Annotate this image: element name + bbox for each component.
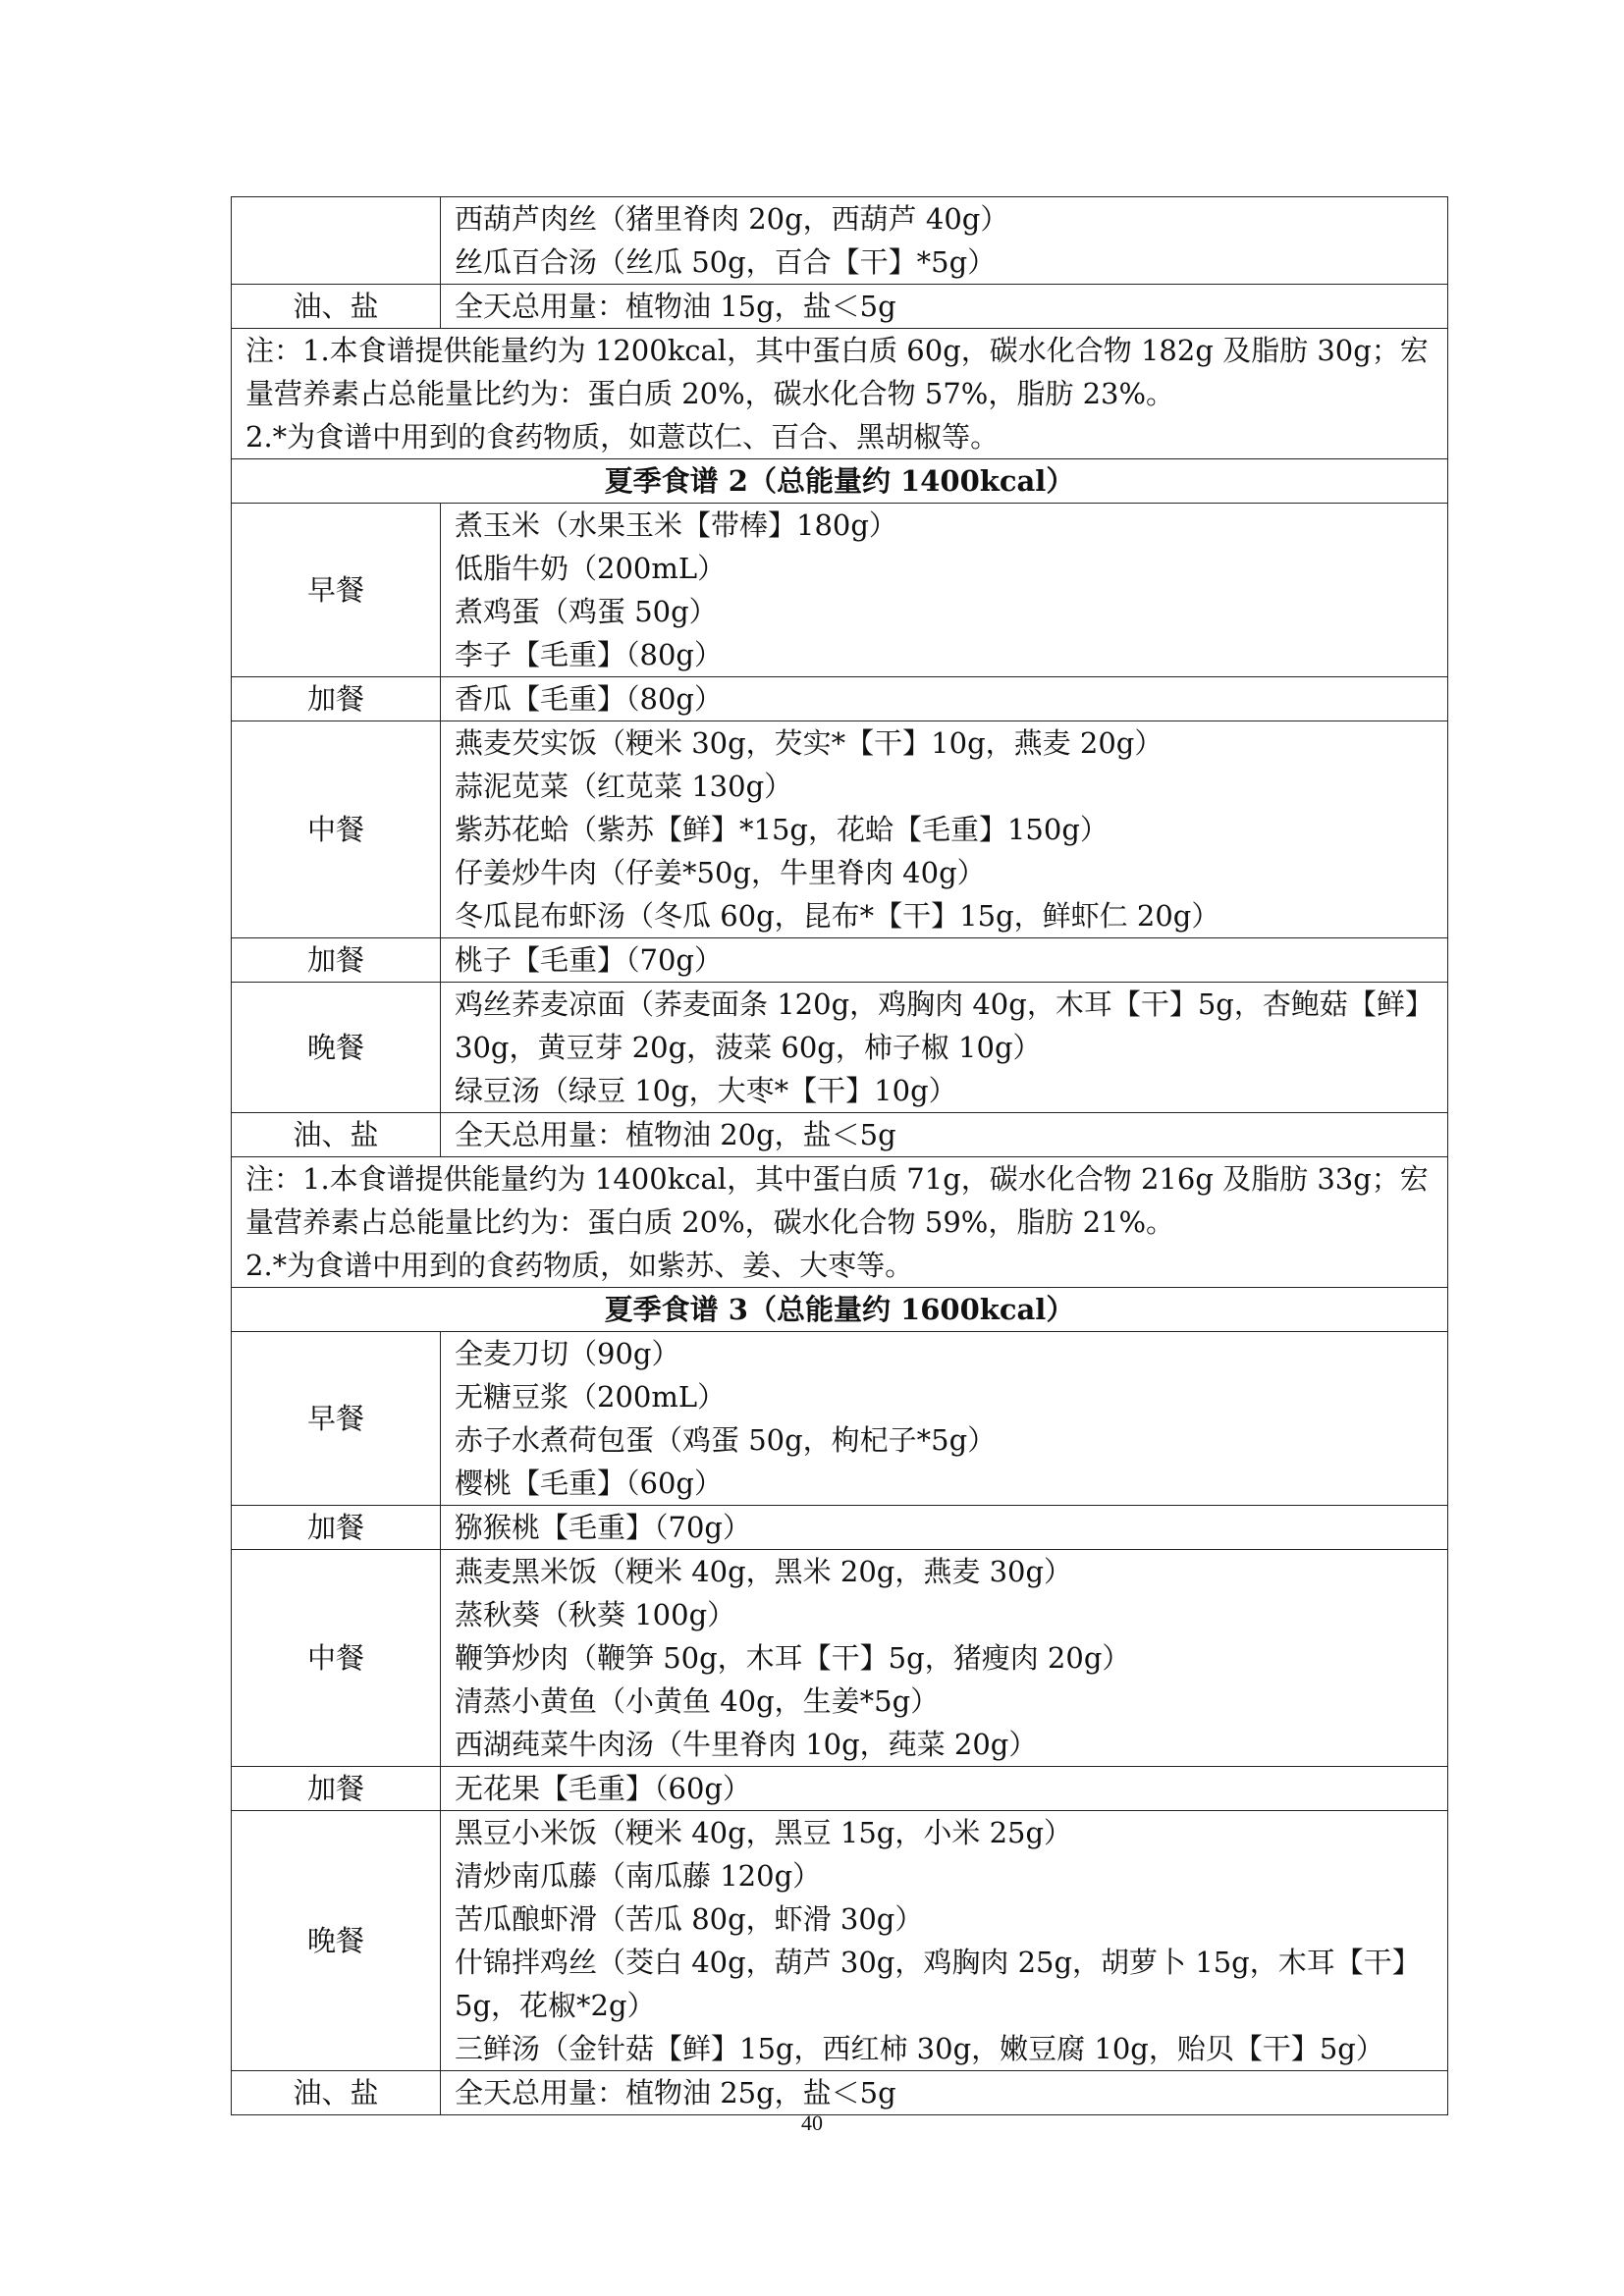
menu-item: 煮鸡蛋（鸡蛋 50g）: [455, 595, 718, 628]
menu-row-meal: [232, 1506, 1448, 1550]
menu-item: 鞭笋炒肉（鞭笋 50g，木耳【干】5g，猪瘦肉 20g）: [455, 1641, 1131, 1675]
menu-item: 苦瓜酿虾滑（苦瓜 80g，虾滑 30g）: [455, 1902, 924, 1936]
menu-row-meal: [232, 504, 1448, 677]
meal-label: 油、盐: [232, 285, 441, 329]
nutrition-note: [232, 1157, 1448, 1288]
page-number: 40: [801, 2110, 823, 2135]
meal-items: [441, 677, 1448, 721]
menu-row-meal: [232, 1811, 1448, 2071]
meal-label: 晚餐: [232, 1811, 441, 2071]
meal-items: [441, 197, 1448, 285]
meal-label: 油、盐: [232, 2071, 441, 2115]
meal-items: [441, 938, 1448, 983]
meal-items: [441, 1332, 1448, 1506]
menu-row-meal: [232, 721, 1448, 938]
menu-item: 香瓜【毛重】（80g）: [455, 682, 723, 716]
menu-item: 低脂牛奶（200mL）: [455, 552, 727, 585]
menu-item: 三鲜汤（金针菇【鲜】15g，西红柿 30g，嫩豆腐 10g，贻贝【干】5g）: [455, 2032, 1384, 2065]
menu-item: 全天总用量：植物油 25g，盐＜5g: [455, 2076, 896, 2109]
nutrition-note: [232, 329, 1448, 459]
note-line: 注：1.本食谱提供能量约为 1200kcal，其中蛋白质 60g，碳水化合物 182g 及脂肪 30g；宏量营养素占总能量比约为：蛋白质 20%，碳水化合物 57%，脂肪 23%。: [245, 334, 1429, 410]
meal-label: 中餐: [232, 721, 441, 938]
meal-items: [441, 1550, 1448, 1767]
meal-label: 油、盐: [232, 1113, 441, 1157]
menu-item: 清炒南瓜藤（南瓜藤 120g）: [455, 1859, 822, 1893]
menu-row-meal: [232, 2071, 1448, 2115]
menu-item: 燕麦芡实饭（粳米 30g，芡实*【干】10g，燕麦 20g）: [455, 726, 1164, 760]
meal-label: 加餐: [232, 1767, 441, 1811]
menu-item: 赤子水煮荷包蛋（鸡蛋 50g，枸杞子*5g）: [455, 1423, 997, 1457]
menu-row-meal: [232, 1332, 1448, 1506]
note-line: 注：1.本食谱提供能量约为 1400kcal，其中蛋白质 71g，碳水化合物 216g 及脂肪 33g；宏量营养素占总能量比约为：蛋白质 20%，碳水化合物 59%，脂肪 21%。: [245, 1162, 1429, 1239]
menu-row-note: [232, 1157, 1448, 1288]
menu-row-meal: [232, 1550, 1448, 1767]
meal-label: 中餐: [232, 1550, 441, 1767]
menu-item: 全天总用量：植物油 15g，盐＜5g: [455, 290, 896, 323]
meal-items: [441, 1767, 1448, 1811]
menu-item: 冬瓜昆布虾汤（冬瓜 60g，昆布*【干】15g，鲜虾仁 20g）: [455, 899, 1220, 933]
meal-label: 早餐: [232, 504, 441, 677]
menu-item: 清蒸小黄鱼（小黄鱼 40g，生姜*5g）: [455, 1684, 940, 1718]
meal-label: 加餐: [232, 1506, 441, 1550]
menu-item: 李子【毛重】（80g）: [455, 638, 723, 671]
menu-row-heading: [232, 459, 1448, 504]
menu-row-heading: [232, 1288, 1448, 1332]
meal-items: [441, 1113, 1448, 1157]
menu-item: 西葫芦肉丝（猪里脊肉 20g，西葫芦 40g）: [455, 202, 1009, 236]
menu-item: 黑豆小米饭（粳米 40g，黑豆 15g，小米 25g）: [455, 1816, 1073, 1849]
menu-item: 西湖莼菜牛肉汤（牛里脊肉 10g，莼菜 20g）: [455, 1728, 1038, 1761]
menu-table-body: [232, 197, 1448, 2115]
menu-row-meal: [232, 197, 1448, 285]
menu-item: 丝瓜百合汤（丝瓜 50g，百合【干】*5g）: [455, 245, 997, 279]
menu-item: 紫苏花蛤（紫苏【鲜】*15g，花蛤【毛重】150g）: [455, 813, 1109, 846]
menu-item: 鸡丝荞麦凉面（荞麦面条 120g，鸡胸肉 40g，木耳【干】5g，杏鲍菇【鲜】30g，黄豆芽 20g，菠菜 60g，柿子椒 10g）: [455, 988, 1434, 1064]
menu-row-meal: [232, 983, 1448, 1113]
meal-items: [441, 504, 1448, 677]
meal-items: [441, 983, 1448, 1113]
menu-item: 什锦拌鸡丝（茭白 40g，葫芦 30g，鸡胸肉 25g，胡萝卜 15g，木耳【干】5g，花椒*2g）: [455, 1946, 1421, 2022]
menu-row-meal: [232, 677, 1448, 721]
menu-item: 煮玉米（水果玉米【带棒】180g）: [455, 508, 897, 542]
menu-row-meal: [232, 938, 1448, 983]
menu-item: 全天总用量：植物油 20g，盐＜5g: [455, 1118, 896, 1151]
menu-item: 仔姜炒牛肉（仔姜*50g，牛里脊肉 40g）: [455, 856, 986, 889]
meal-label: [232, 197, 441, 285]
meal-label: 晚餐: [232, 983, 441, 1113]
menu-item: 无花果【毛重】（60g）: [455, 1772, 751, 1805]
meal-items: [441, 2071, 1448, 2115]
menu-item: 燕麦黑米饭（粳米 40g，黑米 20g，燕麦 30g）: [455, 1555, 1073, 1588]
menu-item: 桃子【毛重】（70g）: [455, 943, 723, 977]
note-line: 2.*为食谱中用到的食药物质，如薏苡仁、百合、黑胡椒等。: [245, 420, 1000, 454]
meal-items: [441, 1811, 1448, 2071]
menu-item: 猕猴桃【毛重】（70g）: [455, 1511, 751, 1544]
note-line: 2.*为食谱中用到的食药物质，如紫苏、姜、大枣等。: [245, 1249, 914, 1282]
menu-row-meal: [232, 1767, 1448, 1811]
meal-items: [441, 1506, 1448, 1550]
menu-row-meal: [232, 1113, 1448, 1157]
menu-item: 蒸秋葵（秋葵 100g）: [455, 1598, 736, 1631]
meal-label: 加餐: [232, 677, 441, 721]
menu-row-note: [232, 329, 1448, 459]
menu-section-heading: 夏季食谱 2（总能量约 1400kcal）: [232, 459, 1448, 504]
menu-section-heading: 夏季食谱 3（总能量约 1600kcal）: [232, 1288, 1448, 1332]
meal-items: [441, 721, 1448, 938]
menu-item: 樱桃【毛重】（60g）: [455, 1467, 723, 1500]
menu-row-meal: [232, 285, 1448, 329]
meal-items: [441, 285, 1448, 329]
menu-item: 蒜泥苋菜（红苋菜 130g）: [455, 770, 793, 803]
menu-item: 无糖豆浆（200mL）: [455, 1380, 727, 1414]
menu-item: 绿豆汤（绿豆 10g，大枣*【干】10g）: [455, 1074, 957, 1107]
menu-item: 全麦刀切（90g）: [455, 1337, 680, 1370]
diet-menu-table: [231, 196, 1448, 2115]
meal-label: 加餐: [232, 938, 441, 983]
meal-label: 早餐: [232, 1332, 441, 1506]
